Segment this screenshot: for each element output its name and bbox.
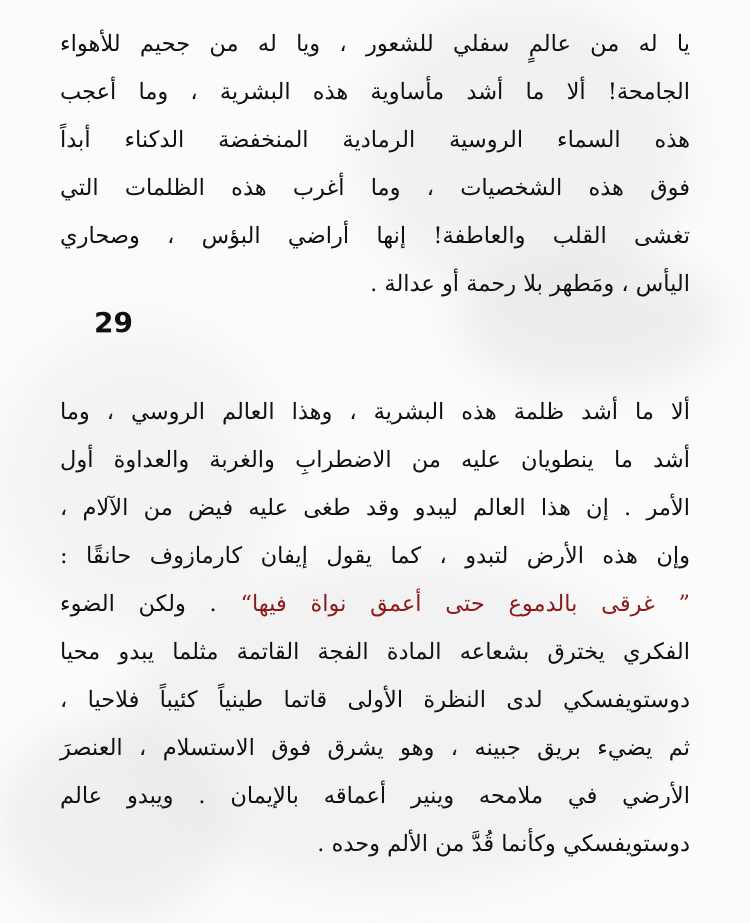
text-line: الفكري يخترق بشعاعه المادة الفجة القاتمة مثلما يبدو محيا bbox=[60, 639, 690, 665]
page-number: 29 bbox=[94, 306, 133, 339]
quote-line bbox=[60, 580, 690, 628]
text-line: فوق هذه الشخصيات ، وما أغرب هذه الظلمات التي bbox=[60, 175, 690, 201]
text-line: دوستويفسكي وكأنما قُدَّ من الألم وحده . bbox=[317, 831, 690, 857]
text-line: الجامحة! ألا ما أشد مأساوية هذه البشرية ، وما أعجب bbox=[60, 79, 690, 105]
text-line: يا له من عالمٍ سفلي للشعور ، ويا له من جحيم للأهواء bbox=[60, 31, 690, 57]
quote-line-rest: . ولكن الضوء bbox=[60, 591, 217, 617]
text-line: ثم يضيء بريق جبينه ، وهو يشرق فوق الاستسلام ، العنصرَ bbox=[60, 735, 690, 761]
text-line: ألا ما أشد ظلمة هذه البشرية ، وهذا العالم الروسي ، وما bbox=[60, 399, 690, 425]
text-line: هذه السماء الروسية الرمادية المنخفضة الدكناء أبداً bbox=[60, 127, 690, 153]
text-line: أشد ما ينطويان عليه من الاضطرابِ والغربة والعداوة أول bbox=[60, 447, 690, 473]
dostoevsky-quote: ” غرقى بالدموع حتى أعمق نواة فيها“ bbox=[240, 591, 691, 617]
text-line: دوستويفسكي لدى النظرة الأولى قاتما طينياً كئيباً فلاحيا ، bbox=[60, 687, 690, 713]
text-line: تغشى القلب والعاطفة! إنها أراضي البؤس ، وصحاري bbox=[60, 223, 690, 249]
text-line: وإن هذه الأرض لتبدو ، كما يقول إيفان كارمازوف حانقًا : bbox=[60, 543, 690, 569]
text-line: اليأس ، ومَطهر بلا رحمة أو عدالة . bbox=[370, 271, 690, 297]
text-line: الأمر . إن هذا العالم ليبدو وقد طغى عليه فيض من الآلام ، bbox=[60, 495, 690, 521]
paragraph-2 bbox=[60, 388, 690, 868]
text-line: الأرضي في ملامحه وينير أعماقه بالإيمان . ويبدو عالم bbox=[60, 783, 690, 809]
paragraph-1 bbox=[60, 20, 690, 308]
